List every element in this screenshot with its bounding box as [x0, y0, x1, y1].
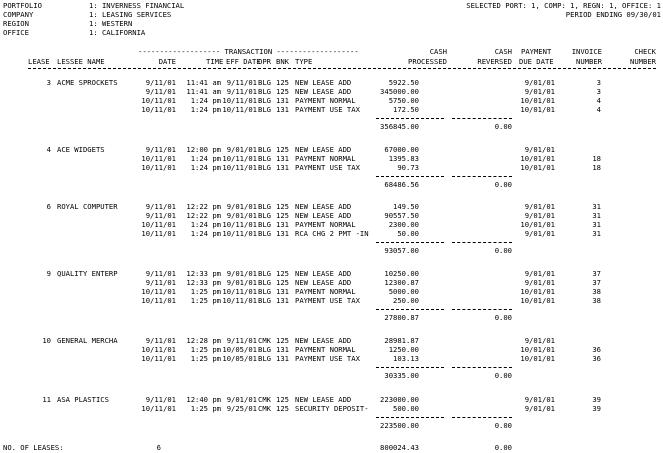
txn-date: 9/11/01 [145, 269, 176, 278]
txn-cash-processed: 5000.00 [388, 287, 419, 296]
subtotal-rule [452, 176, 512, 177]
txn-bnk: 125 [276, 78, 289, 87]
txn-time: 1:24 pm [190, 96, 221, 105]
txn-cash-processed: 345000.00 [380, 87, 419, 96]
txn-bnk: 125 [276, 269, 289, 278]
subtotal-cash-processed: 27800.87 [384, 313, 419, 322]
txn-payment-due: 10/01/01 [520, 354, 555, 363]
subtotal-cash-reversed: 0.00 [494, 313, 512, 322]
txn-eff-date: 9/11/01 [226, 78, 257, 87]
header-value: 1: INVERNESS FINANCIAL [89, 1, 185, 10]
txn-cash-processed: 172.50 [393, 105, 419, 114]
subtotal-cash-reversed: 0.00 [494, 246, 512, 255]
txn-type: PAYMENT USE TAX [295, 296, 360, 305]
txn-invoice: 3 [596, 78, 601, 87]
txn-opr: BLG [258, 87, 271, 96]
grand-total-cash-processed: 800024.43 [380, 443, 419, 452]
col-eff-date: EFF DATE [226, 57, 261, 66]
lessee-name: ACME SPROCKETS [57, 78, 118, 87]
lessee-name: GENERAL MERCHA [57, 336, 118, 345]
txn-time: 12:28 pm [186, 336, 221, 345]
txn-time: 12:22 pm [186, 202, 221, 211]
txn-type: PAYMENT NORMAL [295, 345, 356, 354]
txn-invoice: 18 [592, 163, 601, 172]
txn-eff-date: 9/11/01 [226, 336, 257, 345]
txn-eff-date: 10/11/01 [222, 229, 257, 238]
txn-eff-date: 10/05/01 [222, 354, 257, 363]
txn-time: 1:25 pm [190, 345, 221, 354]
period-ending: PERIOD ENDING 09/30/01 [565, 10, 661, 19]
txn-opr: CMK [258, 395, 271, 404]
txn-payment-due: 10/01/01 [520, 220, 555, 229]
txn-time: 1:25 pm [190, 287, 221, 296]
txn-payment-due: 10/01/01 [520, 287, 555, 296]
lease-number: 6 [46, 202, 51, 211]
col-cash-reversed-1: CASH [494, 47, 512, 56]
header-label: COMPANY [3, 10, 34, 19]
txn-time: 12:00 pm [186, 145, 221, 154]
lessee-name: ASA PLASTICS [57, 395, 109, 404]
txn-payment-due: 9/01/01 [524, 211, 555, 220]
txn-eff-date: 10/11/01 [222, 163, 257, 172]
txn-bnk: 125 [276, 336, 289, 345]
txn-opr: BLG [258, 211, 271, 220]
txn-time: 1:25 pm [190, 404, 221, 413]
txn-date: 10/11/01 [141, 229, 176, 238]
txn-bnk: 131 [276, 105, 289, 114]
subtotal-cash-processed: 30335.00 [384, 371, 419, 380]
txn-type: NEW LEASE ADD [295, 395, 352, 404]
col-bnk: BNK [276, 57, 289, 66]
txn-eff-date: 9/01/01 [226, 145, 257, 154]
txn-bnk: 125 [276, 87, 289, 96]
txn-cash-processed: 90.73 [397, 163, 419, 172]
txn-opr: BLG [258, 229, 271, 238]
txn-payment-due: 9/01/01 [524, 269, 555, 278]
txn-date: 9/11/01 [145, 278, 176, 287]
txn-bnk: 125 [276, 404, 289, 413]
txn-date: 10/11/01 [141, 220, 176, 229]
txn-bnk: 131 [276, 220, 289, 229]
txn-type: PAYMENT USE TAX [295, 105, 360, 114]
txn-time: 11:41 am [186, 78, 221, 87]
txn-type: SECURITY DEPOSIT- [295, 404, 369, 413]
header-value: 1: WESTERN [89, 19, 133, 28]
col-cash-processed-1: CASH [429, 47, 447, 56]
txn-payment-due: 10/01/01 [520, 105, 555, 114]
txn-date: 10/11/01 [141, 345, 176, 354]
txn-opr: BLG [258, 269, 271, 278]
txn-payment-due: 9/01/01 [524, 278, 555, 287]
txn-payment-due: 10/01/01 [520, 296, 555, 305]
txn-type: NEW LEASE ADD [295, 202, 352, 211]
txn-cash-processed: 500.00 [393, 404, 419, 413]
txn-type: PAYMENT NORMAL [295, 96, 356, 105]
txn-cash-processed: 10250.00 [384, 269, 419, 278]
txn-payment-due: 9/01/01 [524, 78, 555, 87]
txn-eff-date: 10/11/01 [222, 105, 257, 114]
txn-time: 1:24 pm [190, 105, 221, 114]
txn-payment-due: 10/01/01 [520, 163, 555, 172]
txn-bnk: 125 [276, 395, 289, 404]
txn-time: 1:25 pm [190, 296, 221, 305]
txn-payment-due: 9/01/01 [524, 87, 555, 96]
header-label: OFFICE [3, 28, 29, 37]
header-underline [28, 68, 656, 69]
lease-number: 10 [42, 336, 51, 345]
subtotal-cash-processed: 93057.00 [384, 246, 419, 255]
subtotal-rule [452, 367, 512, 368]
txn-opr: BLG [258, 220, 271, 229]
col-lease: LEASE [28, 57, 50, 66]
txn-time: 11:41 am [186, 87, 221, 96]
txn-opr: BLG [258, 78, 271, 87]
txn-time: 1:24 pm [190, 163, 221, 172]
txn-time: 1:24 pm [190, 220, 221, 229]
txn-payment-due: 10/01/01 [520, 96, 555, 105]
header-value: 1: LEASING SERVICES [89, 10, 172, 19]
txn-cash-processed: 5922.50 [388, 78, 419, 87]
txn-invoice: 36 [592, 345, 601, 354]
txn-cash-processed: 28981.87 [384, 336, 419, 345]
subtotal-cash-reversed: 0.00 [494, 180, 512, 189]
txn-eff-date: 9/01/01 [226, 269, 257, 278]
col-check-1: CHECK [634, 47, 656, 56]
txn-time: 12:33 pm [186, 278, 221, 287]
txn-opr: BLG [258, 287, 271, 296]
txn-payment-due: 9/01/01 [524, 404, 555, 413]
txn-cash-processed: 149.50 [393, 202, 419, 211]
txn-type: PAYMENT USE TAX [295, 163, 360, 172]
txn-payment-due: 9/01/01 [524, 229, 555, 238]
txn-opr: BLG [258, 145, 271, 154]
txn-cash-processed: 250.00 [393, 296, 419, 305]
txn-invoice: 38 [592, 287, 601, 296]
txn-eff-date: 10/11/01 [222, 287, 257, 296]
txn-eff-date: 10/11/01 [222, 154, 257, 163]
txn-invoice: 31 [592, 220, 601, 229]
txn-payment-due: 9/01/01 [524, 145, 555, 154]
txn-time: 12:40 pm [186, 395, 221, 404]
txn-opr: BLG [258, 345, 271, 354]
lease-count: 6 [156, 443, 161, 452]
txn-bnk: 125 [276, 211, 289, 220]
header-value: 1: CALIFORNIA [89, 28, 146, 37]
txn-payment-due: 10/01/01 [520, 154, 555, 163]
txn-bnk: 131 [276, 229, 289, 238]
txn-time: 12:22 pm [186, 211, 221, 220]
txn-opr: CMK [258, 336, 271, 345]
txn-invoice: 37 [592, 269, 601, 278]
txn-invoice: 39 [592, 404, 601, 413]
txn-bnk: 131 [276, 287, 289, 296]
txn-payment-due: 9/01/01 [524, 202, 555, 211]
txn-invoice: 18 [592, 154, 601, 163]
lessee-name: ACE WIDGETS [57, 145, 105, 154]
col-opr: OPR [258, 57, 271, 66]
subtotal-rule [452, 417, 512, 418]
lessee-name: ROYAL COMPUTER [57, 202, 118, 211]
txn-date: 10/11/01 [141, 96, 176, 105]
lessee-name: QUALITY ENTERP [57, 269, 118, 278]
lease-number: 3 [46, 78, 51, 87]
subtotal-cash-processed: 223500.00 [380, 421, 419, 430]
txn-invoice: 31 [592, 229, 601, 238]
txn-date: 10/11/01 [141, 287, 176, 296]
subtotal-cash-reversed: 0.00 [494, 371, 512, 380]
txn-opr: BLG [258, 163, 271, 172]
col-lessee: LESSEE NAME [57, 57, 105, 66]
txn-cash-processed: 12300.87 [384, 278, 419, 287]
txn-eff-date: 9/01/01 [226, 278, 257, 287]
txn-cash-processed: 90557.50 [384, 211, 419, 220]
lease-number: 4 [46, 145, 51, 154]
txn-eff-date: 10/05/01 [222, 345, 257, 354]
col-check-2: NUMBER [630, 57, 656, 66]
subtotal-cash-reversed: 0.00 [494, 122, 512, 131]
txn-date: 10/11/01 [141, 354, 176, 363]
txn-date: 9/11/01 [145, 395, 176, 404]
subtotal-rule [376, 176, 444, 177]
txn-time: 12:33 pm [186, 269, 221, 278]
txn-bnk: 131 [276, 154, 289, 163]
txn-invoice: 39 [592, 395, 601, 404]
subtotal-rule [376, 309, 444, 310]
txn-invoice: 31 [592, 202, 601, 211]
grand-total-cash-reversed: 0.00 [494, 443, 512, 452]
txn-bnk: 125 [276, 145, 289, 154]
subtotal-rule [376, 367, 444, 368]
txn-invoice: 4 [596, 96, 601, 105]
subtotal-rule [376, 118, 444, 119]
txn-bnk: 131 [276, 96, 289, 105]
col-invoice-1: INVOICE [571, 47, 602, 56]
txn-eff-date: 9/25/01 [226, 404, 257, 413]
txn-opr: BLG [258, 96, 271, 105]
header-label: REGION [3, 19, 29, 28]
txn-date: 10/11/01 [141, 404, 176, 413]
lease-number: 9 [46, 269, 51, 278]
txn-type: NEW LEASE ADD [295, 211, 352, 220]
txn-type: NEW LEASE ADD [295, 87, 352, 96]
txn-cash-processed: 2300.00 [388, 220, 419, 229]
txn-invoice: 31 [592, 211, 601, 220]
txn-payment-due: 9/01/01 [524, 336, 555, 345]
txn-date: 10/11/01 [141, 163, 176, 172]
txn-cash-processed: 1395.83 [388, 154, 419, 163]
subtotal-rule [452, 118, 512, 119]
txn-type: PAYMENT NORMAL [295, 154, 356, 163]
txn-opr: CMK [258, 404, 271, 413]
col-cash-processed-2: PROCESSED [408, 57, 447, 66]
col-payment-due-2: DUE DATE [519, 57, 554, 66]
txn-date: 10/11/01 [141, 154, 176, 163]
txn-opr: BLG [258, 154, 271, 163]
txn-time: 1:24 pm [190, 154, 221, 163]
header-label: PORTFOLIO [3, 1, 42, 10]
txn-bnk: 125 [276, 202, 289, 211]
txn-type: NEW LEASE ADD [295, 278, 352, 287]
txn-type: PAYMENT NORMAL [295, 287, 356, 296]
txn-invoice: 37 [592, 278, 601, 287]
col-type: TYPE [295, 57, 313, 66]
subtotal-rule [452, 242, 512, 243]
txn-cash-processed: 5750.00 [388, 96, 419, 105]
txn-cash-processed: 1250.00 [388, 345, 419, 354]
txn-cash-processed: 50.00 [397, 229, 419, 238]
subtotal-cash-processed: 68486.56 [384, 180, 419, 189]
txn-date: 9/11/01 [145, 145, 176, 154]
col-invoice-2: NUMBER [576, 57, 602, 66]
txn-date: 9/11/01 [145, 336, 176, 345]
txn-opr: BLG [258, 354, 271, 363]
txn-eff-date: 10/11/01 [222, 296, 257, 305]
txn-date: 10/11/01 [141, 105, 176, 114]
txn-opr: BLG [258, 202, 271, 211]
subtotal-rule [452, 309, 512, 310]
txn-date: 10/11/01 [141, 296, 176, 305]
txn-invoice: 3 [596, 87, 601, 96]
txn-payment-due: 9/01/01 [524, 395, 555, 404]
txn-type: NEW LEASE ADD [295, 336, 352, 345]
txn-date: 9/11/01 [145, 87, 176, 96]
txn-bnk: 125 [276, 278, 289, 287]
txn-date: 9/11/01 [145, 202, 176, 211]
subtotal-cash-reversed: 0.00 [494, 421, 512, 430]
txn-bnk: 131 [276, 296, 289, 305]
txn-cash-processed: 223000.00 [380, 395, 419, 404]
txn-eff-date: 9/11/01 [226, 87, 257, 96]
txn-opr: BLG [258, 105, 271, 114]
col-cash-reversed-2: REVERSED [477, 57, 512, 66]
txn-time: 1:24 pm [190, 229, 221, 238]
transaction-banner: ------------------- TRANSACTION ------------------- [138, 47, 359, 56]
txn-type: PAYMENT USE TAX [295, 354, 360, 363]
txn-invoice: 4 [596, 105, 601, 114]
txn-eff-date: 10/11/01 [222, 96, 257, 105]
txn-eff-date: 10/11/01 [222, 220, 257, 229]
txn-cash-processed: 67000.00 [384, 145, 419, 154]
col-time: TIME [206, 57, 224, 66]
txn-invoice: 38 [592, 296, 601, 305]
subtotal-cash-processed: 356845.00 [380, 122, 419, 131]
txn-invoice: 36 [592, 354, 601, 363]
txn-type: RCA CHG 2 PMT -IN [295, 229, 369, 238]
txn-opr: BLG [258, 296, 271, 305]
txn-bnk: 131 [276, 163, 289, 172]
txn-type: NEW LEASE ADD [295, 269, 352, 278]
txn-type: NEW LEASE ADD [295, 78, 352, 87]
txn-eff-date: 9/01/01 [226, 395, 257, 404]
txn-payment-due: 10/01/01 [520, 345, 555, 354]
txn-eff-date: 9/01/01 [226, 211, 257, 220]
txn-eff-date: 9/01/01 [226, 202, 257, 211]
subtotal-rule [376, 242, 444, 243]
txn-type: NEW LEASE ADD [295, 145, 352, 154]
txn-type: PAYMENT NORMAL [295, 220, 356, 229]
txn-bnk: 131 [276, 345, 289, 354]
col-date: DATE [158, 57, 176, 66]
lease-count-label: NO. OF LEASES: [3, 443, 64, 452]
txn-date: 9/11/01 [145, 78, 176, 87]
selection-criteria: SELECTED PORT: 1, COMP: 1, REGN: 1, OFFICE: 1 [466, 1, 661, 10]
lease-number: 11 [42, 395, 51, 404]
col-payment-due-1: PAYMENT [521, 47, 552, 56]
txn-time: 1:25 pm [190, 354, 221, 363]
subtotal-rule [376, 417, 444, 418]
txn-opr: BLG [258, 278, 271, 287]
txn-cash-processed: 103.13 [393, 354, 419, 363]
txn-date: 9/11/01 [145, 211, 176, 220]
txn-bnk: 131 [276, 354, 289, 363]
